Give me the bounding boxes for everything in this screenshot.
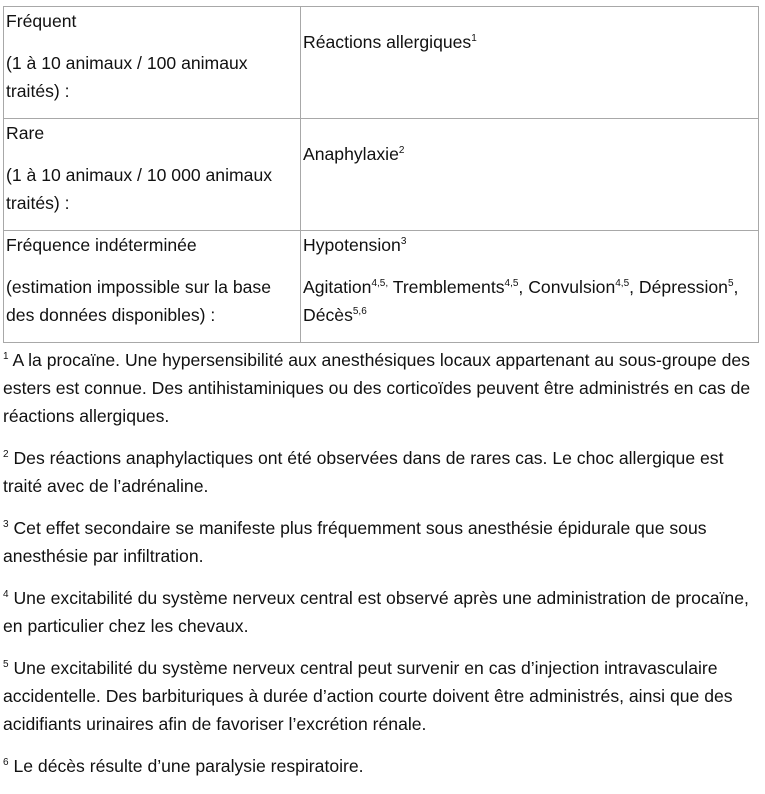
footnote-ref: 1 bbox=[471, 33, 477, 44]
table-row bbox=[4, 119, 759, 231]
frequency-definition: (1 à 10 animaux / 100 animaux traités) : bbox=[6, 53, 248, 101]
adverse-effects-table bbox=[3, 6, 759, 343]
effects-line bbox=[303, 7, 758, 56]
effects-cell bbox=[301, 119, 759, 231]
effect-text: Réactions allergiques bbox=[303, 32, 472, 52]
table-row bbox=[4, 7, 759, 119]
footnote bbox=[3, 514, 763, 570]
footnote-number: 6 bbox=[3, 757, 9, 768]
frequency-cell bbox=[4, 119, 301, 231]
footnote-text: Cet effet secondaire se manifeste plus fréquemment sous anesthésie épidurale que sous anesthésie par infiltration. bbox=[3, 518, 707, 566]
effects-line bbox=[303, 119, 758, 168]
frequency-label: Rare bbox=[6, 123, 45, 143]
footnote-ref: 5,6 bbox=[352, 306, 367, 317]
footnote bbox=[3, 584, 763, 640]
footnote-number: 3 bbox=[3, 519, 9, 530]
footnote-number: 4 bbox=[3, 589, 9, 600]
effect-text: Anaphylaxie bbox=[303, 144, 399, 164]
effects-cell bbox=[301, 7, 759, 119]
footnote-ref: 4,5 bbox=[615, 278, 630, 289]
footnote-number: 1 bbox=[3, 351, 9, 362]
frequency-cell bbox=[4, 7, 301, 119]
footnote-ref: 3 bbox=[400, 236, 407, 247]
footnote-text: Une excitabilité du système nerveux central est observé après une administration de procaïne, en particulier chez les chevaux. bbox=[3, 588, 749, 636]
footnote-number: 2 bbox=[3, 449, 9, 460]
footnote-text: Le décès résulte d’une paralysie respiratoire. bbox=[8, 756, 364, 776]
footnote-ref: 4,5 bbox=[504, 278, 519, 289]
footnote bbox=[3, 752, 763, 780]
effect-text: , Convulsion bbox=[518, 277, 616, 297]
frequency-definition: (1 à 10 animaux / 10 000 animaux traités) : bbox=[6, 165, 273, 213]
footnotes bbox=[3, 346, 763, 794]
footnote-text: Une excitabilité du système nerveux central peut survenir en cas d’injection intravasculaire accidentelle. Des barbituriques à durée d’action courte doivent être administrés, ainsi que des acidifiants urinaires afin de favoriser l’excrétion rénale. bbox=[3, 658, 733, 734]
effect-text: Tremblements bbox=[388, 277, 505, 297]
footnote-ref: 5 bbox=[727, 278, 734, 289]
frequency-label: Fréquent bbox=[6, 11, 77, 31]
effects-cell bbox=[301, 231, 759, 343]
effects-line bbox=[303, 273, 758, 329]
footnote bbox=[3, 444, 763, 500]
footnote bbox=[3, 654, 763, 738]
table-row bbox=[4, 231, 759, 343]
effect-text: Hypotension bbox=[303, 235, 401, 255]
effect-text: Agitation bbox=[303, 277, 372, 297]
footnote-text: Des réactions anaphylactiques ont été observées dans de rares cas. Le choc allergique est traité avec de l’adrénaline. bbox=[3, 448, 724, 496]
footnote bbox=[3, 346, 763, 430]
footnote-number: 5 bbox=[3, 659, 9, 670]
effect-text: , Décès bbox=[303, 277, 739, 325]
footnote-text: A la procaïne. Une hypersensibilité aux anesthésiques locaux appartenant au sous-groupe des esters est connue. Des antihistaminiques ou des corticoïdes peuvent être administrés en cas de réactions allergiques. bbox=[3, 350, 751, 426]
footnote-ref: 4,5, bbox=[371, 278, 389, 289]
frequency-definition: (estimation impossible sur la base des données disponibles) : bbox=[6, 277, 271, 325]
frequency-cell bbox=[4, 231, 301, 343]
effect-text: , Dépression bbox=[629, 277, 728, 297]
frequency-label: Fréquence indéterminée bbox=[6, 235, 197, 255]
effects-line bbox=[303, 231, 758, 259]
footnote-ref: 2 bbox=[398, 145, 405, 156]
